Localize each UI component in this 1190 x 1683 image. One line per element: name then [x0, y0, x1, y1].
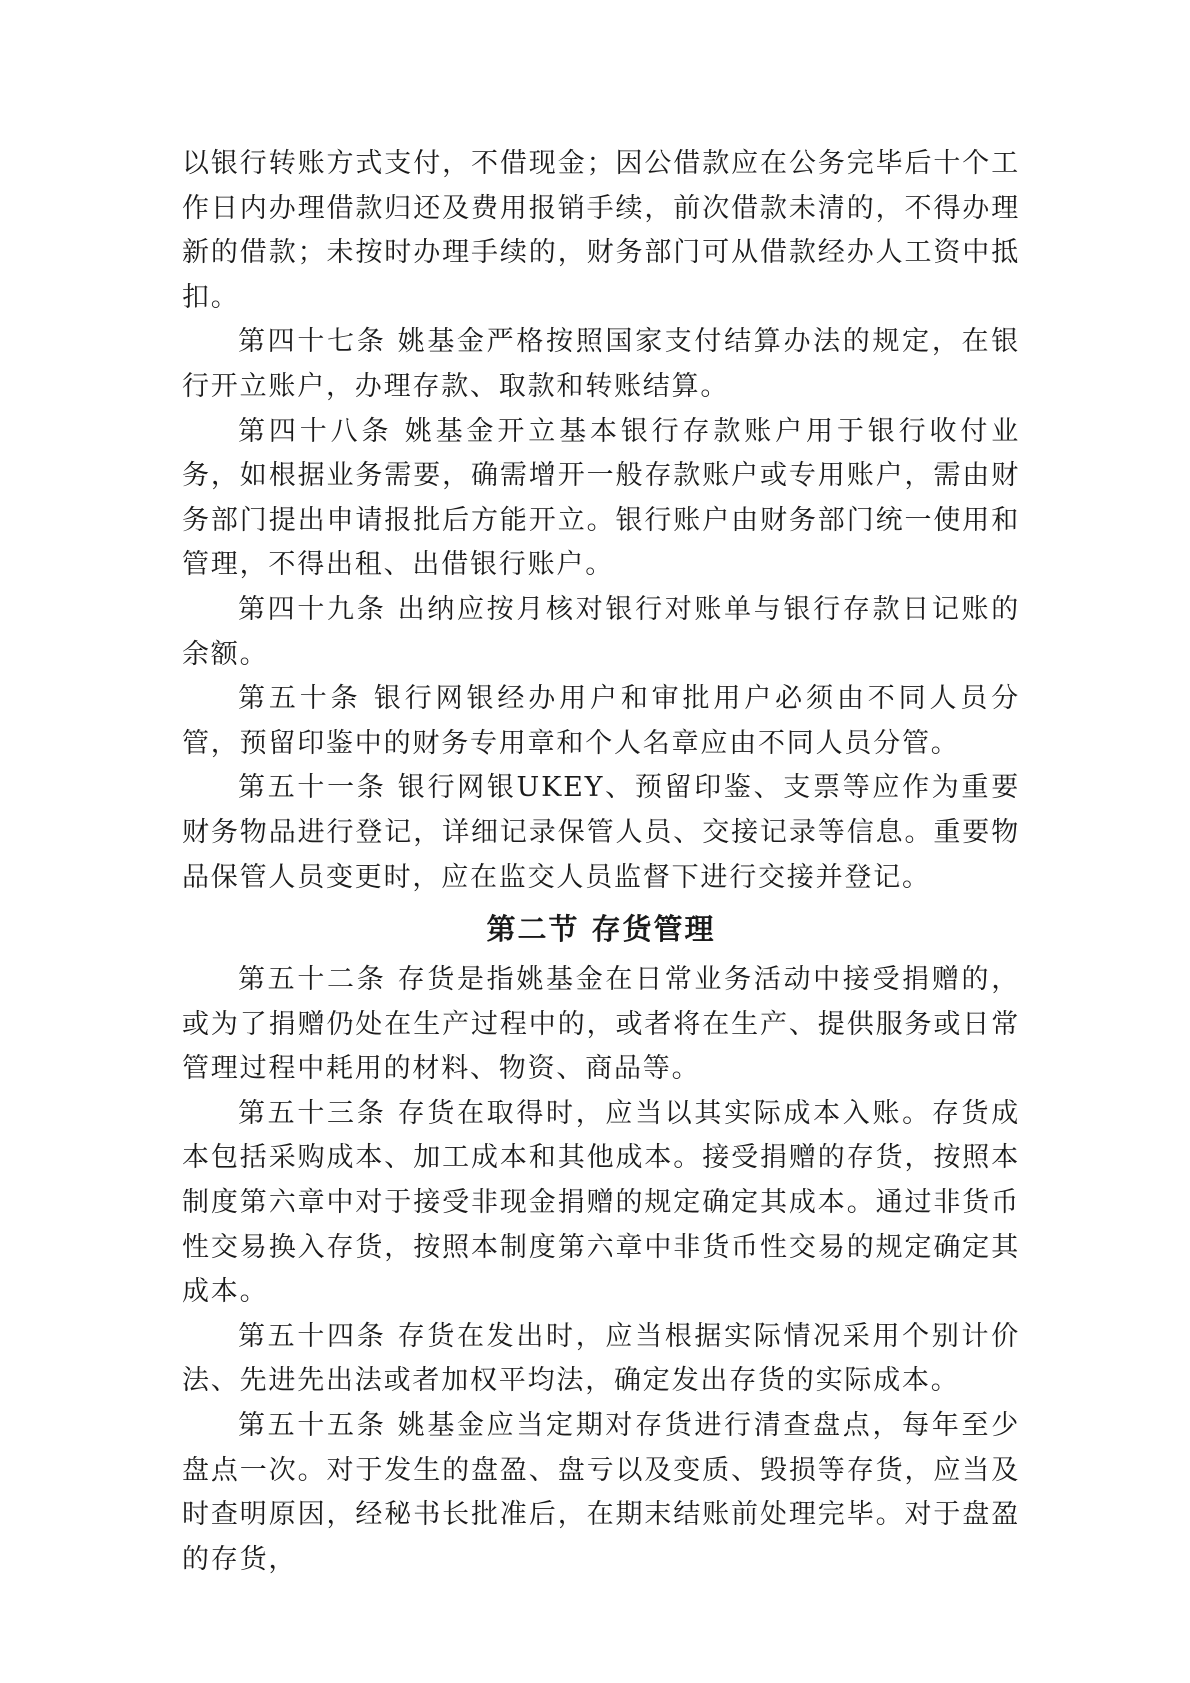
- document-page: [182, 142, 1020, 1582]
- article-48: 第四十八条 姚基金开立基本银行存款账户用于银行收付业务，如根据业务需要，确需增开一般存款账户或专用账户，需由财务部门提出申请报批后方能开立。银行账户由财务部门统一使用和管理，不得出租、出借银行账户。: [182, 415, 1020, 581]
- section-heading: 第二节 存货管理: [486, 912, 716, 947]
- article-55: 第五十五条 姚基金应当定期对存货进行清查盘点，每年至少盘点一次。对于发生的盘盈、盘亏以及变质、毁损等存货，应当及时查明原因，经秘书长批准后，在期末结账前处理完毕。对于盘盈的存货，: [182, 1410, 1020, 1575]
- article-51: 第五十一条 银行网银UKEY、预留印鉴、支票等应作为重要财务物品进行登记，详细记录保管人员、交接记录等信息。重要物品保管人员变更时，应在监交人员监督下进行交接并登记。: [182, 772, 1020, 893]
- article-54: 第五十四条 存货在发出时，应当根据实际情况采用个别计价法、先进先出法或者加权平均法，确定发出存货的实际成本。: [182, 1320, 1020, 1397]
- article-52: 第五十二条 存货是指姚基金在日常业务活动中接受捐赠的，或为了捐赠仍处在生产过程中的，或者将在生产、提供服务或日常管理过程中耗用的材料、物资、商品等。: [182, 964, 1020, 1085]
- article-47: 第四十七条 姚基金严格按照国家支付结算办法的规定，在银行开立账户，办理存款、取款和转账结算。: [182, 326, 1020, 402]
- continuation-paragraph: 以银行转账方式支付，不借现金；因公借款应在公务完毕后十个工作日内办理借款归还及费用报销手续，前次借款未清的，不得办理新的借款；未按时办理手续的，财务部门可从借款经办人工资中抵扣。: [182, 148, 1020, 313]
- article-49: 第四十九条 出纳应按月核对银行对账单与银行存款日记账的余额。: [182, 593, 1020, 670]
- article-53: 第五十三条 存货在取得时，应当以其实际成本入账。存货成本包括采购成本、加工成本和其他成本。接受捐赠的存货，按照本制度第六章中对于接受非现金捐赠的规定确定其成本。通过非货币性交易换入存货，按照本制度第六章中非货币性交易的规定确定其成本。: [182, 1097, 1020, 1308]
- article-50: 第五十条 银行网银经办用户和审批用户必须由不同人员分管，预留印鉴中的财务专用章和个人名章应由不同人员分管。: [182, 683, 1020, 759]
